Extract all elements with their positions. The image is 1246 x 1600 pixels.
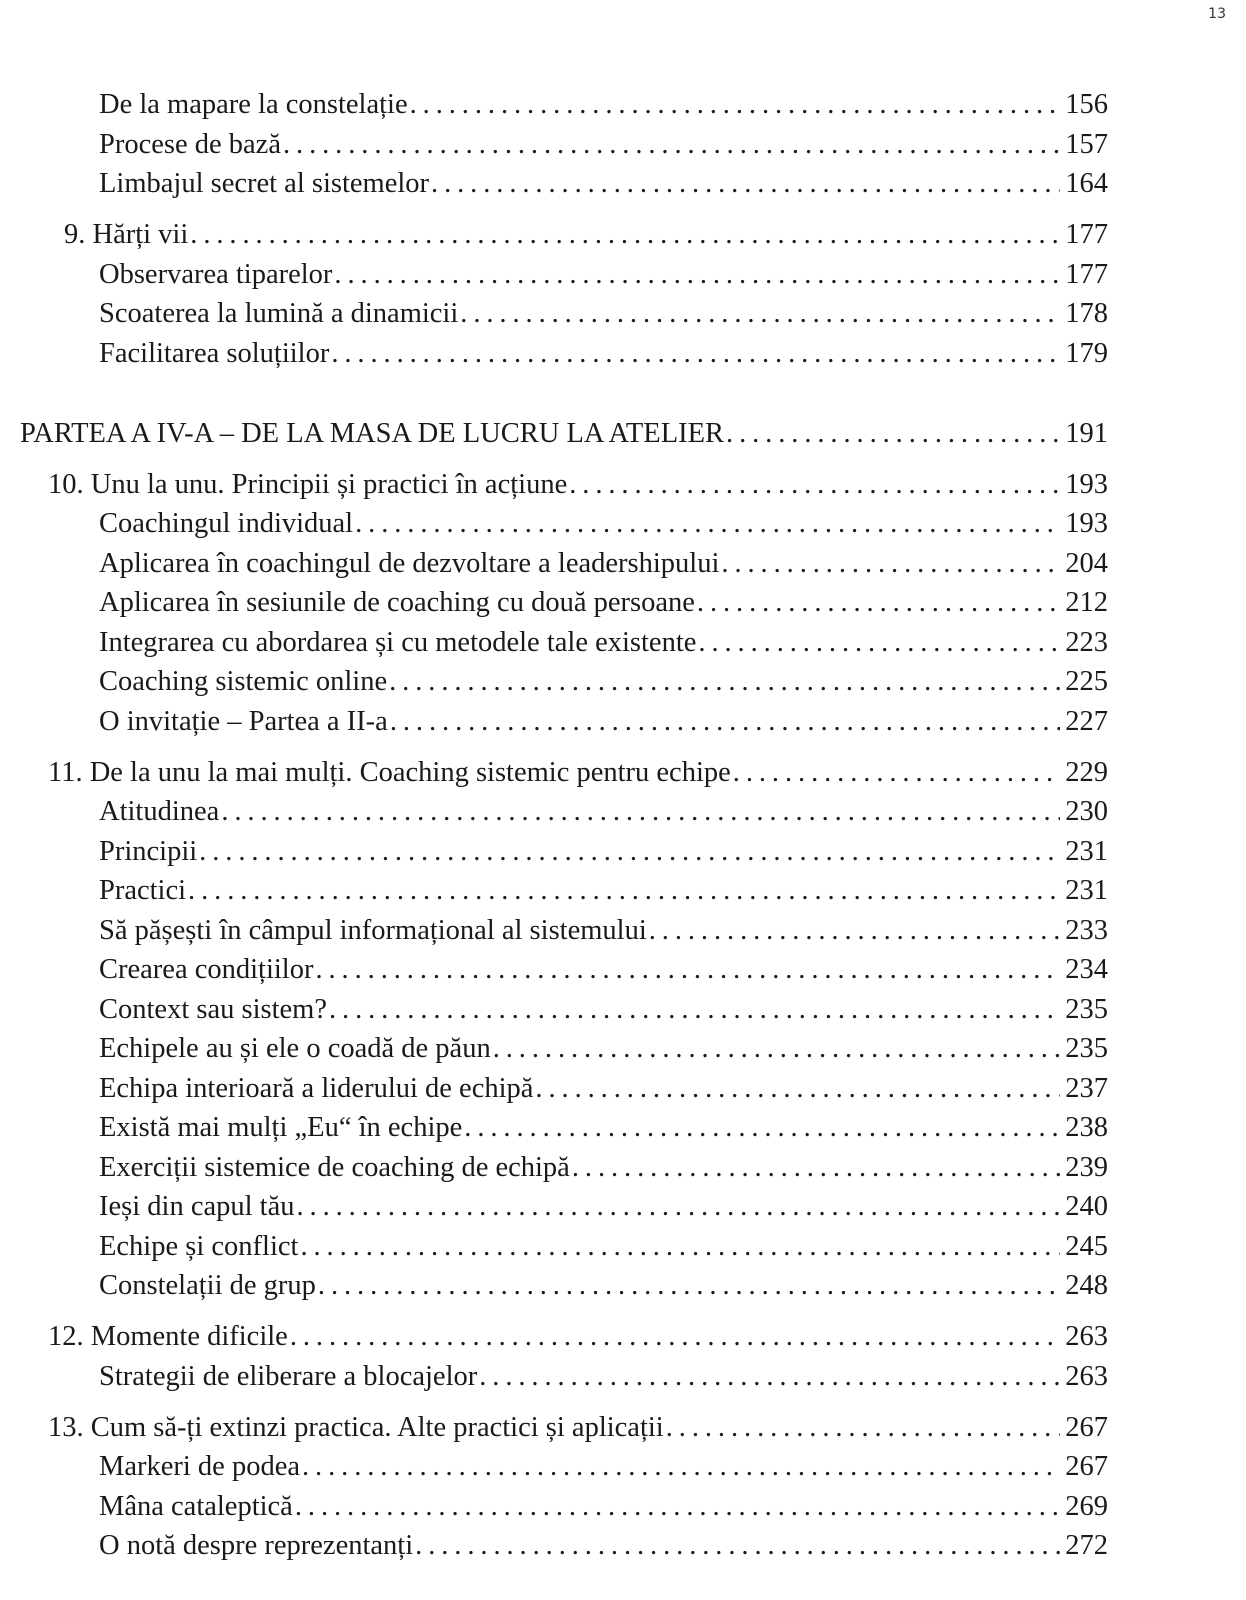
- dot-leader: [329, 334, 1060, 374]
- page-number: 13: [1208, 6, 1226, 22]
- entry-title: O notă despre reprezentanți: [99, 1530, 414, 1561]
- entry-title: Exerciții sistemice de coaching de echipă: [99, 1151, 570, 1183]
- dot-leader: [293, 1487, 1060, 1527]
- toc-section-entry: [0, 1148, 1108, 1188]
- entry-title: Aplicarea în coachingul de dezvoltare a leadershipului: [99, 547, 720, 579]
- entry-title: Facilitarea soluțiilor: [99, 337, 330, 369]
- dot-leader: [664, 1408, 1060, 1448]
- dot-leader: [462, 1108, 1060, 1148]
- entry-title: 11. De la unu la mai mulți. Coaching sistemic pentru echipe: [48, 756, 731, 788]
- dot-leader: [567, 465, 1060, 505]
- entry-page-number: 212: [1065, 587, 1108, 618]
- entry-title: Mâna cataleptică: [99, 1490, 293, 1522]
- dot-leader: [300, 1447, 1060, 1487]
- entry-page-number: 157: [1065, 128, 1108, 160]
- entry-title: Observarea tiparelor: [99, 258, 333, 290]
- entry-title: Echipele au și ele o coadă de păun: [99, 1033, 491, 1064]
- entry-title: PARTEA A IV-A – DE LA MASA DE LUCRU LA ATELIER: [20, 417, 725, 449]
- dot-leader: [696, 623, 1060, 663]
- dot-leader: [695, 583, 1060, 623]
- entry-title: Crearea condițiilor: [99, 954, 314, 985]
- toc-part-entry: [0, 414, 1108, 454]
- entry-page-number: 245: [1065, 1230, 1108, 1262]
- toc-section-entry: [0, 164, 1108, 204]
- toc-section-entry: [0, 583, 1108, 623]
- entry-page-number: 193: [1065, 468, 1108, 500]
- entry-page-number: 193: [1065, 508, 1108, 539]
- entry-title: Aplicarea în sesiunile de coaching cu două persoane: [99, 587, 695, 618]
- toc-section-entry: [0, 85, 1108, 125]
- entry-page-number: 233: [1065, 914, 1108, 946]
- entry-page-number: 164: [1065, 168, 1108, 199]
- toc-chapter-entry: [0, 753, 1108, 793]
- dot-leader: [533, 1069, 1060, 1109]
- toc-section-entry: [0, 832, 1108, 872]
- entry-title: Coachingul individual: [99, 508, 354, 539]
- dot-leader: [477, 1357, 1060, 1397]
- entry-page-number: 239: [1065, 1151, 1108, 1183]
- dot-leader: [491, 1029, 1060, 1069]
- dot-leader: [724, 414, 1060, 454]
- toc-section-entry: [0, 1447, 1108, 1487]
- entry-title: Principii: [99, 835, 198, 867]
- dot-leader: [429, 164, 1060, 204]
- entry-title: Practici: [99, 875, 187, 906]
- entry-page-number: 272: [1065, 1530, 1108, 1561]
- dot-leader: [197, 832, 1060, 872]
- toc-section-entry: [0, 1187, 1108, 1227]
- toc-section-entry: [0, 125, 1108, 165]
- dot-leader: [458, 294, 1060, 334]
- entry-page-number: 229: [1065, 756, 1108, 788]
- entry-title: Constelații de grup: [99, 1270, 316, 1301]
- dot-leader: [413, 1526, 1060, 1566]
- entry-page-number: 267: [1065, 1411, 1108, 1443]
- entry-title: 12. Momente dificile: [48, 1321, 288, 1352]
- toc-section-entry: [0, 1227, 1108, 1267]
- entry-title: Există mai mulți „Eu“ în echipe: [99, 1112, 463, 1143]
- entry-title: Limbajul secret al sistemelor: [99, 168, 430, 199]
- toc-section-entry: [0, 544, 1108, 584]
- toc-section-entry: [0, 1266, 1108, 1306]
- entry-page-number: 179: [1065, 337, 1108, 369]
- entry-title: 13. Cum să-ți extinzi practica. Alte practici și aplicații: [48, 1411, 664, 1443]
- entry-title: Echipa interioară a liderului de echipă: [99, 1072, 534, 1104]
- entry-page-number: 231: [1065, 835, 1108, 867]
- entry-page-number: 191: [1065, 417, 1108, 449]
- entry-title: Markeri de podea: [99, 1451, 300, 1482]
- entry-title: Ieși din capul tău: [99, 1191, 295, 1222]
- toc-chapter-entry: [0, 1408, 1108, 1448]
- entry-page-number: 237: [1065, 1072, 1108, 1104]
- toc-section-entry: [0, 1357, 1108, 1397]
- entry-title: De la mapare la constelație: [99, 89, 408, 120]
- entry-page-number: 267: [1065, 1451, 1108, 1482]
- entry-page-number: 204: [1065, 547, 1108, 579]
- entry-title: Echipe și conflict: [99, 1230, 299, 1262]
- entry-page-number: 231: [1065, 875, 1108, 906]
- toc-section-entry: [0, 990, 1108, 1030]
- entry-page-number: 177: [1065, 219, 1108, 250]
- entry-page-number: 235: [1065, 1033, 1108, 1064]
- toc-section-entry: [0, 294, 1108, 334]
- entry-title: Strategii de eliberare a blocajelor: [99, 1360, 478, 1392]
- dot-leader: [294, 1187, 1060, 1227]
- entry-title: 9. Hărți vii: [64, 219, 189, 250]
- entry-page-number: 263: [1065, 1321, 1108, 1352]
- entry-page-number: 234: [1065, 954, 1108, 985]
- toc-section-entry: [0, 255, 1108, 295]
- entry-page-number: 230: [1065, 796, 1108, 827]
- toc-section-entry: [0, 911, 1108, 951]
- toc-section-entry: [0, 1029, 1108, 1069]
- dot-leader: [313, 950, 1060, 990]
- dot-leader: [719, 544, 1060, 584]
- entry-page-number: 248: [1065, 1270, 1108, 1301]
- entry-page-number: 238: [1065, 1112, 1108, 1143]
- entry-page-number: 235: [1065, 993, 1108, 1025]
- dot-leader: [408, 85, 1060, 125]
- entry-title: Procese de bază: [99, 128, 281, 160]
- toc-section-entry: [0, 1069, 1108, 1109]
- entry-title: Context sau sistem?: [99, 993, 327, 1025]
- entry-page-number: 225: [1065, 666, 1108, 697]
- entry-page-number: 263: [1065, 1360, 1108, 1392]
- dot-leader: [298, 1227, 1060, 1267]
- toc-section-entry: [0, 950, 1108, 990]
- dot-leader: [388, 702, 1060, 742]
- dot-leader: [387, 662, 1060, 702]
- toc-chapter-entry: [0, 1317, 1108, 1357]
- toc-section-entry: [0, 1108, 1108, 1148]
- dot-leader: [647, 911, 1060, 951]
- entry-page-number: 178: [1065, 298, 1108, 329]
- dot-leader: [731, 753, 1060, 793]
- toc-section-entry: [0, 1526, 1108, 1566]
- entry-page-number: 223: [1065, 626, 1108, 658]
- dot-leader: [570, 1148, 1060, 1188]
- entry-title: Coaching sistemic online: [99, 666, 388, 697]
- toc-section-entry: [0, 623, 1108, 663]
- dot-leader: [288, 1317, 1060, 1357]
- entry-page-number: 156: [1065, 89, 1108, 120]
- toc-section-entry: [0, 871, 1108, 911]
- entry-title: Să pășești în câmpul informațional al sistemului: [99, 914, 647, 946]
- entry-page-number: 177: [1065, 258, 1108, 290]
- entry-page-number: 227: [1065, 705, 1108, 737]
- toc-chapter-entry: [0, 215, 1108, 255]
- entry-title: O invitație – Partea a II-a: [99, 705, 388, 737]
- entry-page-number: 269: [1065, 1490, 1108, 1522]
- table-of-contents: [0, 85, 1108, 1566]
- entry-title: 10. Unu la unu. Principii și practici în acțiune: [48, 468, 568, 500]
- toc-section-entry: [0, 702, 1108, 742]
- dot-leader: [332, 255, 1060, 295]
- dot-leader: [316, 1266, 1060, 1306]
- entry-title: Integrarea cu abordarea și cu metodele tale existente: [99, 626, 697, 658]
- dot-leader: [327, 990, 1060, 1030]
- dot-leader: [219, 792, 1060, 832]
- dot-leader: [281, 125, 1060, 165]
- entry-title: Atitudinea: [99, 796, 220, 827]
- entry-title: Scoaterea la lumină a dinamicii: [99, 298, 459, 329]
- dot-leader: [188, 215, 1060, 255]
- toc-section-entry: [0, 334, 1108, 374]
- toc-chapter-entry: [0, 465, 1108, 505]
- dot-leader: [353, 504, 1060, 544]
- dot-leader: [186, 871, 1060, 911]
- toc-section-entry: [0, 662, 1108, 702]
- toc-section-entry: [0, 792, 1108, 832]
- entry-page-number: 240: [1065, 1191, 1108, 1222]
- toc-section-entry: [0, 1487, 1108, 1527]
- toc-section-entry: [0, 504, 1108, 544]
